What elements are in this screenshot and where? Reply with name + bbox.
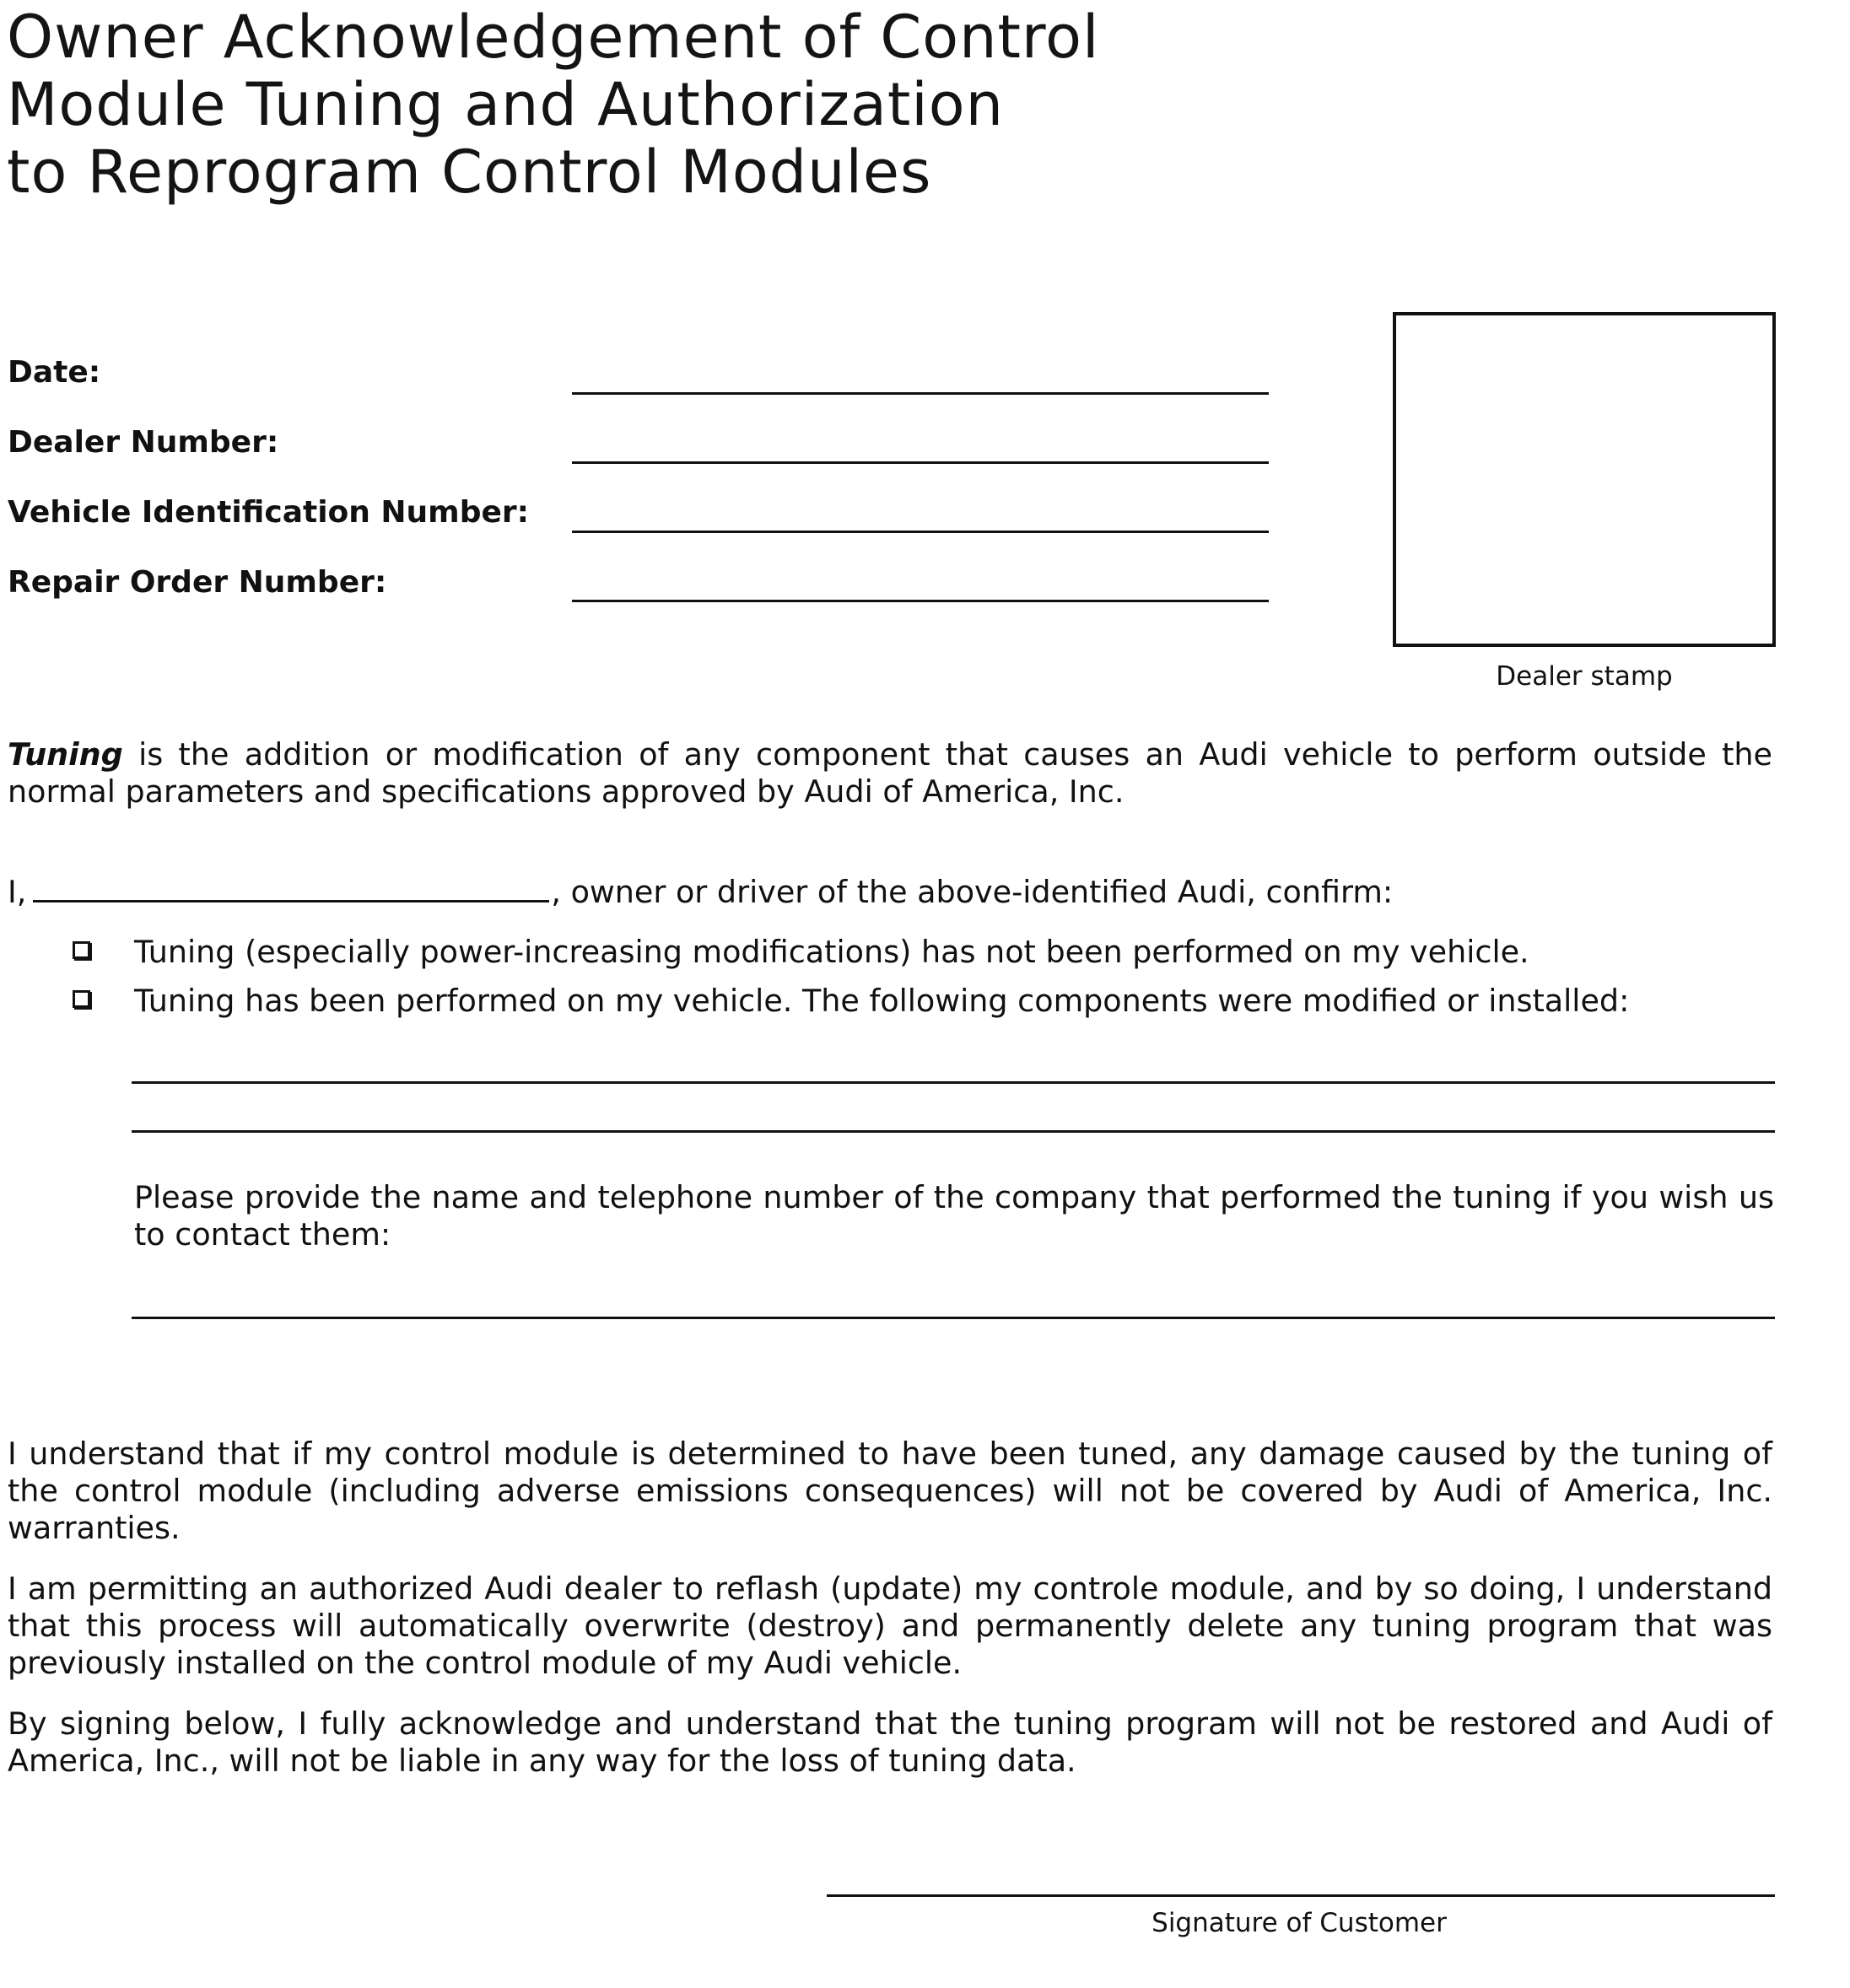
title-line-1: Owner Acknowledgement of Control bbox=[7, 3, 1100, 72]
tuning-definition-text: is the addition or modification of any component that causes an Audi vehicle to perform outside the normal parameters and specifications approved by Audi of America, Inc. bbox=[8, 736, 1772, 810]
vin-label: Vehicle Identification Number: bbox=[8, 495, 530, 530]
components-line-1[interactable] bbox=[132, 1081, 1775, 1084]
tuning-definition bbox=[8, 736, 1772, 811]
page-title bbox=[7, 3, 1099, 206]
title-line-3: to Reprogram Control Modules bbox=[7, 137, 932, 207]
tuned-checkbox[interactable] bbox=[73, 990, 90, 1008]
tuning-term: Tuning bbox=[8, 736, 123, 773]
terms-paragraph-3: By signing below, I fully acknowledge and understand that the tuning program will not be restored and Audi of America, Inc., will not be liable in any way for the loss of tuning data. bbox=[8, 1705, 1772, 1779]
option-tuned bbox=[73, 983, 1629, 1020]
date-underline bbox=[572, 392, 1269, 395]
signature-caption: Signature of Customer bbox=[1152, 1908, 1447, 1938]
contact-line[interactable] bbox=[132, 1317, 1775, 1319]
tuned-label: Tuning has been performed on my vehicle. The following components were modified or installed: bbox=[134, 983, 1630, 1019]
not-tuned-checkbox[interactable] bbox=[73, 941, 90, 959]
owner-confirmation bbox=[8, 874, 1393, 911]
owner-name-field[interactable] bbox=[33, 876, 549, 902]
components-line-2[interactable] bbox=[132, 1130, 1775, 1133]
repair-order-label: Repair Order Number: bbox=[8, 565, 387, 600]
dealer-stamp-caption: Dealer stamp bbox=[1496, 661, 1673, 692]
vin-underline bbox=[572, 531, 1269, 533]
terms-paragraph-2: I am permitting an authorized Audi dealer to reflash (update) my controle module, and by so doing, I understand that this process will automatically overwrite (destroy) and permanently delete any tuning program that was previously installed on the control module of my Audi vehicle. bbox=[8, 1570, 1772, 1681]
title-line-2: Module Tuning and Authorization bbox=[7, 70, 1004, 139]
signature-line[interactable] bbox=[827, 1894, 1775, 1897]
terms-paragraph-1: I understand that if my control module is determined to have been tuned, any damage caused by the tuning of the control module (including adverse emissions consequences) will not be covered by Audi of America, Inc. warranties. bbox=[8, 1436, 1772, 1546]
owner-suffix: , owner or driver of the above-identified Audi, confirm: bbox=[551, 874, 1394, 910]
option-not-tuned bbox=[73, 934, 1529, 971]
owner-prefix: I, bbox=[8, 874, 27, 910]
repair-order-underline bbox=[572, 600, 1269, 602]
not-tuned-label: Tuning (especially power-increasing modifications) has not been performed on my vehicle. bbox=[134, 934, 1529, 970]
dealer-stamp-box bbox=[1393, 312, 1776, 647]
date-label: Date: bbox=[8, 355, 101, 390]
dealer-number-underline bbox=[572, 461, 1269, 464]
dealer-number-label: Dealer Number: bbox=[8, 425, 279, 460]
contact-prompt: Please provide the name and telephone number of the company that performed the tuning if you wish us to contact them: bbox=[134, 1179, 1774, 1253]
